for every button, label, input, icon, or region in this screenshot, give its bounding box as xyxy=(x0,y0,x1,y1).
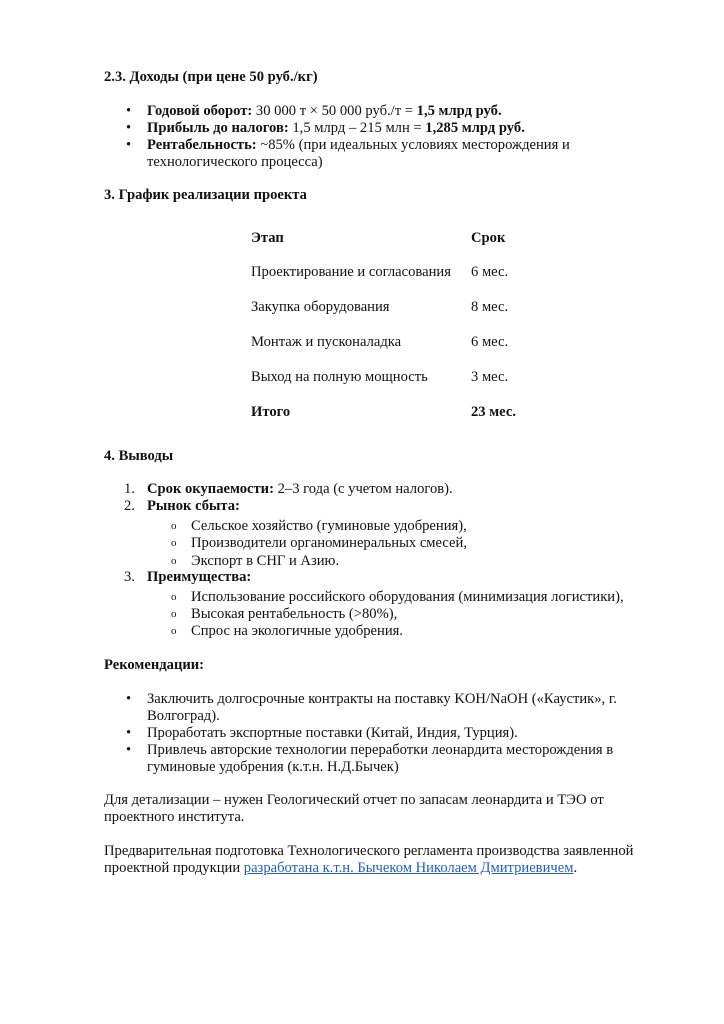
total-label: Итого xyxy=(251,404,291,420)
circle-bullet-icon: o xyxy=(171,555,177,567)
table-cell: Проектирование и согласования xyxy=(251,264,451,280)
circle-bullet-icon: o xyxy=(171,537,177,549)
list-item xyxy=(147,137,587,171)
item-label: Прибыль до налогов: xyxy=(147,120,289,136)
list-item xyxy=(147,481,617,498)
income-heading: 2.3. Доходы (при цене 50 руб./кг) xyxy=(104,69,318,85)
list-item xyxy=(147,103,617,120)
table-cell: Монтаж и пусконаладка xyxy=(251,334,402,350)
note-end: . xyxy=(573,860,578,876)
item-label: Срок окупаемости: xyxy=(147,481,274,497)
item-label: Преимущества: xyxy=(147,569,252,585)
sub-item: Производители органоминеральных смесей, xyxy=(191,535,467,551)
table-cell: 3 мес. xyxy=(471,369,509,385)
table-cell: 6 мес. xyxy=(471,334,509,350)
bullet-icon: • xyxy=(126,691,132,707)
item-text: ~85% (при идеальных условиях месторождения и технологического процесса) xyxy=(147,137,570,170)
bullet-icon: • xyxy=(126,137,132,153)
recommendations-heading: Рекомендации: xyxy=(104,657,205,673)
list-number: 1. xyxy=(124,481,135,497)
table-cell: 6 мес. xyxy=(471,264,509,280)
bullet-icon: • xyxy=(126,725,132,741)
sub-item: Сельское хозяйство (гуминовые удобрения), xyxy=(191,518,467,534)
sub-item: Высокая рентабельность (>80%), xyxy=(191,606,398,622)
item-text: 2–3 года (с учетом налогов). xyxy=(273,481,453,497)
circle-bullet-icon: o xyxy=(171,625,177,637)
column-header: Этап xyxy=(251,230,284,246)
item-label: Рентабельность: xyxy=(147,137,257,153)
item-label: Годовой оборот: xyxy=(147,103,253,119)
sub-item: Спрос на экологичные удобрения. xyxy=(191,623,404,639)
item-result: 1,285 млрд руб. xyxy=(425,120,525,136)
item-text: 30 000 т × 50 000 руб./т = xyxy=(252,103,417,119)
schedule-heading: 3. График реализации проекта xyxy=(104,187,307,203)
note-text: Предварительная подготовка Технологического регламента производства заявленной проектной продукции xyxy=(104,843,634,876)
list-item: Заключить долгосрочные контракты на поставку KOH/NaOH («Каустик», г. Волгоград). xyxy=(147,691,617,724)
note-paragraph xyxy=(104,843,644,877)
table-cell: Выход на полную мощность xyxy=(251,369,428,385)
list-item: Привлечь авторские технологии переработки леонардита месторождения в гуминовые удобрения (к.т.н. Н.Д.Бычек) xyxy=(147,742,614,775)
list-number: 2. xyxy=(124,498,135,514)
circle-bullet-icon: o xyxy=(171,591,177,603)
item-text: 1,5 млрд – 215 млн = xyxy=(288,120,426,136)
bullet-icon: • xyxy=(126,103,132,119)
list-item: Проработать экспортные поставки (Китай, Индия, Турция). xyxy=(147,725,518,741)
note-paragraph: Для детализации – нужен Геологический отчет по запасам леонардита и ТЭО от проектного института. xyxy=(104,792,604,825)
sub-item: Использование российского оборудования (минимизация логистики), xyxy=(191,589,624,605)
item-label: Рынок сбыта: xyxy=(147,498,240,514)
list-number: 3. xyxy=(124,569,135,585)
table-cell: Закупка оборудования xyxy=(251,299,390,315)
column-header: Срок xyxy=(471,230,506,246)
bullet-icon: • xyxy=(126,120,132,136)
author-link[interactable]: разработана к.т.н. Бычеком Николаем Дмитриевичем xyxy=(243,860,574,876)
list-item xyxy=(147,120,617,137)
circle-bullet-icon: o xyxy=(171,608,177,620)
sub-item: Экспорт в СНГ и Азию. xyxy=(191,553,340,569)
item-result: 1,5 млрд руб. xyxy=(416,103,502,119)
table-cell: 8 мес. xyxy=(471,299,509,315)
conclusions-heading: 4. Выводы xyxy=(104,448,174,464)
total-value: 23 мес. xyxy=(471,404,516,420)
circle-bullet-icon: o xyxy=(171,520,177,532)
bullet-icon: • xyxy=(126,742,132,758)
